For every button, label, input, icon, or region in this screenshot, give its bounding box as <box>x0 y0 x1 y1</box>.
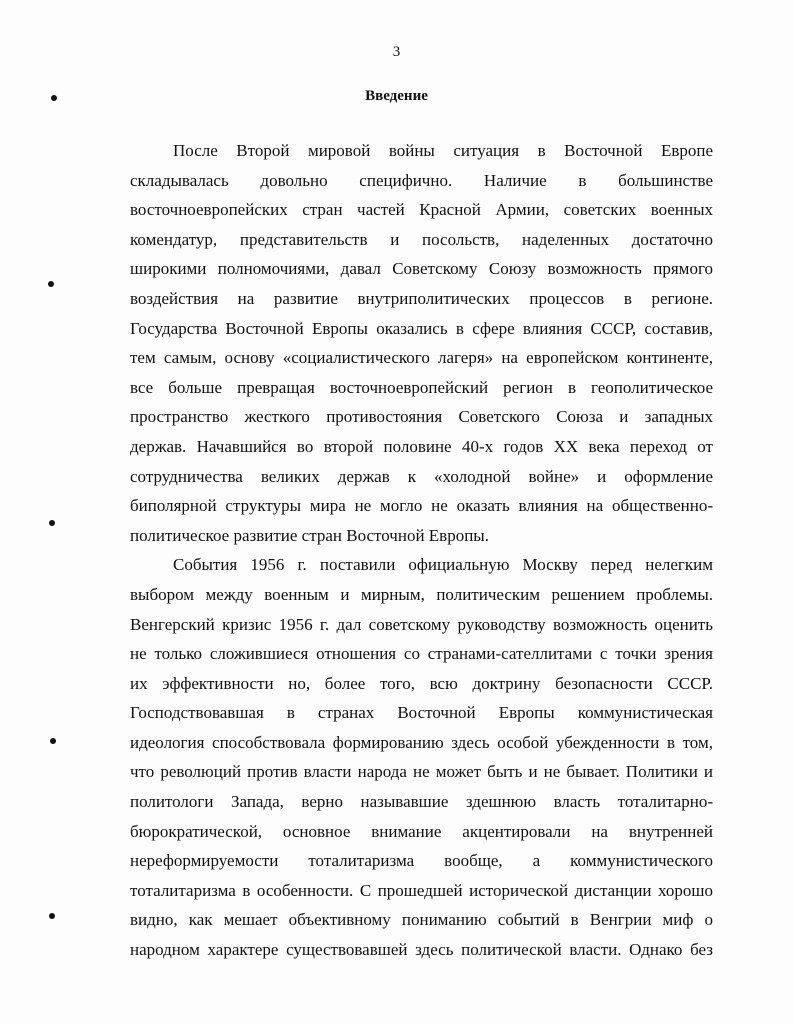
text-line: Господствовавшая в странах Восточной Европы коммунистическая <box>130 703 713 723</box>
text-line: тоталитаризма в особенности. С прошедшей исторической дистанции хорошо <box>130 880 713 900</box>
text-line: бюрократической, основное внимание акцентировали на внутренней <box>130 821 713 841</box>
text-line: Венгерский кризис 1956 г. дал советскому руководству возможность оценить <box>130 614 713 634</box>
text-line: После Второй мировой войны ситуация в Восточной Европе <box>173 141 713 160</box>
text-line: Государства Восточной Европы оказались в сфере влияния СССР, составив, <box>130 318 713 338</box>
text-line: События 1956 г. поставили официальную Москву перед нелегким <box>173 555 713 575</box>
text-line: их эффективности но, более того, всю доктрину безопасности СССР. <box>130 673 713 693</box>
text-line: идеология способствовала формированию здесь особой убежденности в том, <box>130 732 713 752</box>
text-line: складывалась довольно специфично. Наличие в большинстве <box>130 170 713 190</box>
text-line: держав. Начавшийся во второй половине 40-х годов XX века переход от <box>130 436 713 456</box>
binding-hole-mark <box>50 738 56 744</box>
text-line: видно, как мешает объективному пониманию событий в Венгрии миф о <box>130 910 713 930</box>
text-line: широкими полномочиями, давал Советскому Союзу возможность прямого <box>130 259 713 279</box>
text-line: что революций против власти народа не может быть и не бывает. Политики и <box>130 762 713 782</box>
text-line: сотрудничества великих держав к «холодной войне» и оформление <box>130 466 713 486</box>
text-line: политическое развитие стран Восточной Европы. <box>130 525 489 545</box>
text-line: комендатур, представительств и посольств, наделенных достаточно <box>130 229 713 249</box>
page-number: 3 <box>392 44 401 60</box>
text-line: народном характере существовавшей здесь политической власти. Однако без <box>130 940 713 960</box>
text-line: воздействия на развитие внутриполитических процессов в регионе. <box>130 288 713 308</box>
text-line: выбором между военным и мирным, политическим решением проблемы. <box>130 584 713 604</box>
binding-hole-mark <box>49 520 55 526</box>
binding-hole-mark <box>48 281 54 287</box>
text-line: тем самым, основу «социалистического лагеря» на европейском континенте, <box>130 348 713 368</box>
text-line: политологи Запада, верно называвшие здешнюю власть тоталитарно- <box>130 792 713 812</box>
text-line: нереформируемости тоталитаризма вообще, а коммунистического <box>130 851 713 871</box>
text-line: не только сложившиеся отношения со странами-сателлитами с точки зрения <box>130 644 713 664</box>
text-line: все больше превращая восточноевропейский регион в геополитическое <box>130 377 713 397</box>
text-line: пространство жесткого противостояния Советского Союза и западных <box>130 407 713 427</box>
body-text <box>130 136 713 965</box>
section-heading: Введение <box>365 88 428 104</box>
text-line: восточноевропейских стран частей Красной Армии, советских военных <box>130 200 713 220</box>
binding-hole-mark <box>49 913 55 919</box>
text-line: биполярной структуры мира не могло не оказать влияния на общественно- <box>130 496 713 516</box>
